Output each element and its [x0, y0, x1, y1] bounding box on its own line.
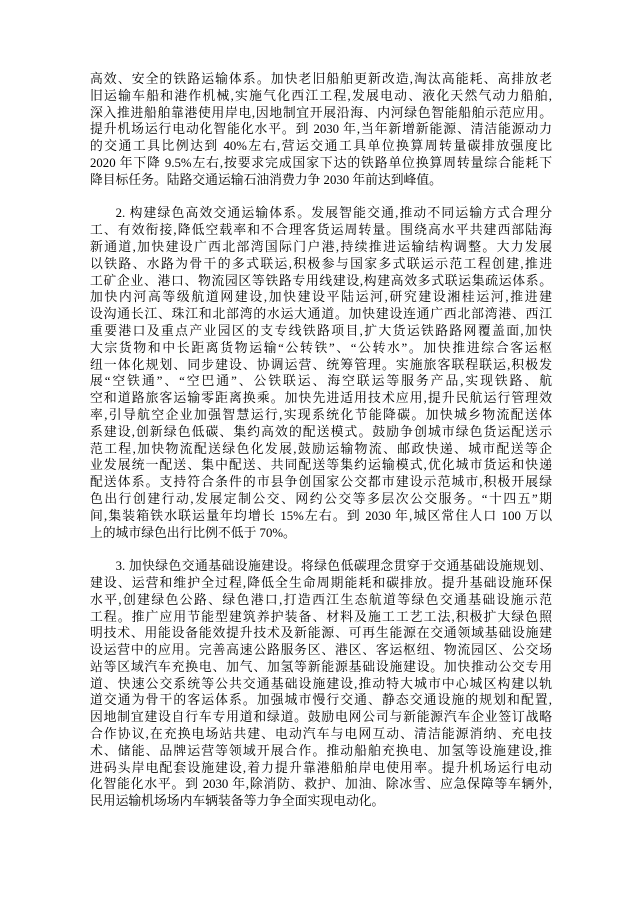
text-line: 大宗货物和中长距离货物运输“公转铁”、“公转水”。加快推进综合客运枢 [90, 340, 552, 355]
text-line: 的交通工具比例达到 40%左右,营运交通工具单位换算周转量碳排放强度比 [90, 139, 552, 154]
text-line: 2020 年下降 9.5%左右,按要求完成国家下达的铁路单位换算周转量综合能耗下 [90, 155, 552, 170]
text-line: 合作协议,在充换电场站共建、电动汽车与电网互动、清洁能源消纳、充电技 [90, 727, 552, 742]
text-line: 系建设,创新绿色低碳、集约高效的配送模式。鼓励争创城市绿色货运配送示 [90, 424, 552, 439]
text-line: 间,集装箱铁水联运量年均增长 15%左右。到 2030 年,城区常住人口 100 万以 [90, 508, 552, 523]
text-line: 道交通为骨干的客运体系。加强城市慢行交通、静态交通设施的规划和配置, [90, 693, 552, 708]
text-line: 因地制宜建设自行车专用道和绿道。鼓励电网公司与新能源汽车企业签订战略 [90, 710, 552, 725]
text-line: 新通道,加快建设广西北部湾国际门户港,持续推进运输结构调整。大力发展 [90, 239, 552, 254]
text-line: 2. 构建绿色高效交通运输体系。发展智能交通,推动不同运输方式合理分 [115, 206, 552, 221]
text-line: 上的城市绿色出行比例不低于 70%。 [90, 525, 296, 540]
text-line: 旧运输车船和港作机械,实施气化西江工程,发展电动、液化天然气动力船舶, [90, 88, 552, 103]
paragraph [90, 558, 552, 810]
text-line: 工、有效衔接,降低空载率和不合理客货运周转量。围绕高水平共建西部陆海 [90, 223, 552, 238]
text-line: 进码头岸电配套设施建设,着力提升靠港船舶岸电使用率。提升机场运行电动 [90, 760, 552, 775]
text-line: 以铁路、水路为骨干的多式联运,积极参与国家多式联运示范工程创建,推进 [90, 256, 552, 271]
text-line: 降目标任务。陆路交通运输石油消费力争 2030 年前达到峰值。 [90, 172, 442, 187]
text-line: 化智能化水平。到 2030 年,除消防、救护、加油、除冰雪、应急保障等车辆外, [90, 777, 552, 792]
text-line: 重要港口及重点产业园区的支专线铁路项目,扩大货运铁路路网覆盖面,加快 [90, 323, 552, 338]
text-line: 道、快速公交系统等公共交通基础设施建设,推动特大城市中心城区构建以轨 [90, 676, 552, 691]
text-line: 建设、运营和维护全过程,降低全生命周期能耗和碳排放。提升基础设施环保 [90, 575, 552, 590]
text-line: 范工程,加快物流配送绿色化发展,鼓励运输物流、邮政快递、城市配送等企 [90, 441, 552, 456]
text-line: 高效、安全的铁路运输体系。加快老旧船舶更新改造,淘汰高能耗、高排放老 [90, 72, 552, 86]
text-line: 纽一体化规划、同步建设、协调运营、统筹管理。实施旅客联程联运,积极发 [90, 357, 552, 372]
text-line: 水平,创建绿色公路、绿色港口,打造西江生态航道等绿色交通基础设施示范 [90, 592, 552, 607]
text-line: 色出行创建行动,发展定制公交、网约公交等多层次公交服务。“十四五”期 [90, 491, 552, 506]
text-line: 提升机场运行电动化智能化水平。到 2030 年,当年新增新能源、清洁能源动力 [90, 122, 552, 137]
text-line: 设沟通长江、珠江和北部湾的水运大通道。加快建设连通广西北部湾港、西江 [90, 307, 552, 322]
text-line: 3. 加快绿色交通基础设施建设。将绿色低碳理念贯穿于交通基础设施规划、 [115, 559, 552, 574]
text-line: 站等区域汽车充换电、加气、加氢等新能源基础设施建设。加快推动公交专用 [90, 659, 552, 674]
text-line: 业发展统一配送、集中配送、共同配送等集约运输模式,优化城市货运和快递 [90, 458, 552, 473]
text-line: 展“空铁通”、“空巴通”、公铁联运、海空联运等服务产品,实现铁路、航 [90, 374, 552, 389]
text-line: 工程。推广应用节能型建筑养护装备、材料及施工工艺工法,积极扩大绿色照 [90, 609, 552, 624]
text-line: 民用运输机场场内车辆装备等力争全面实现电动化。 [90, 794, 385, 809]
document-body [90, 71, 552, 810]
paragraph [90, 205, 552, 541]
text-line: 术、储能、品牌运营等领域开展合作。推动船舶充换电、加氢等设施建设,推 [90, 743, 552, 758]
text-line: 设运营中的应用。完善高速公路服务区、港区、客运枢纽、物流园区、公交场 [90, 643, 552, 658]
text-line: 加快内河高等级航道网建设,加快建设平陆运河,研究建设湘桂运河,推进建 [90, 290, 552, 305]
paragraph [90, 71, 552, 189]
text-line: 配送体系。支持符合条件的市县争创国家公交都市建设示范城市,积极开展绿 [90, 475, 552, 490]
text-line: 工矿企业、港口、物流园区等铁路专用线建设,构建高效多式联运集疏运体系。 [90, 273, 552, 288]
text-line: 率,引导航空企业加强智慧运行,实现系统化节能降碳。加快城乡物流配送体 [90, 407, 552, 422]
text-line: 空和道路旅客运输零距离换乘。加快先进适用技术应用,提升民航运行管理效 [90, 391, 552, 406]
text-line: 深入推进船舶靠港使用岸电,因地制宜开展沿海、内河绿色智能船舶示范应用。 [90, 105, 552, 120]
text-line: 明技术、用能设备能效提升技术及新能源、可再生能源在交通领域基础设施建 [90, 626, 552, 641]
